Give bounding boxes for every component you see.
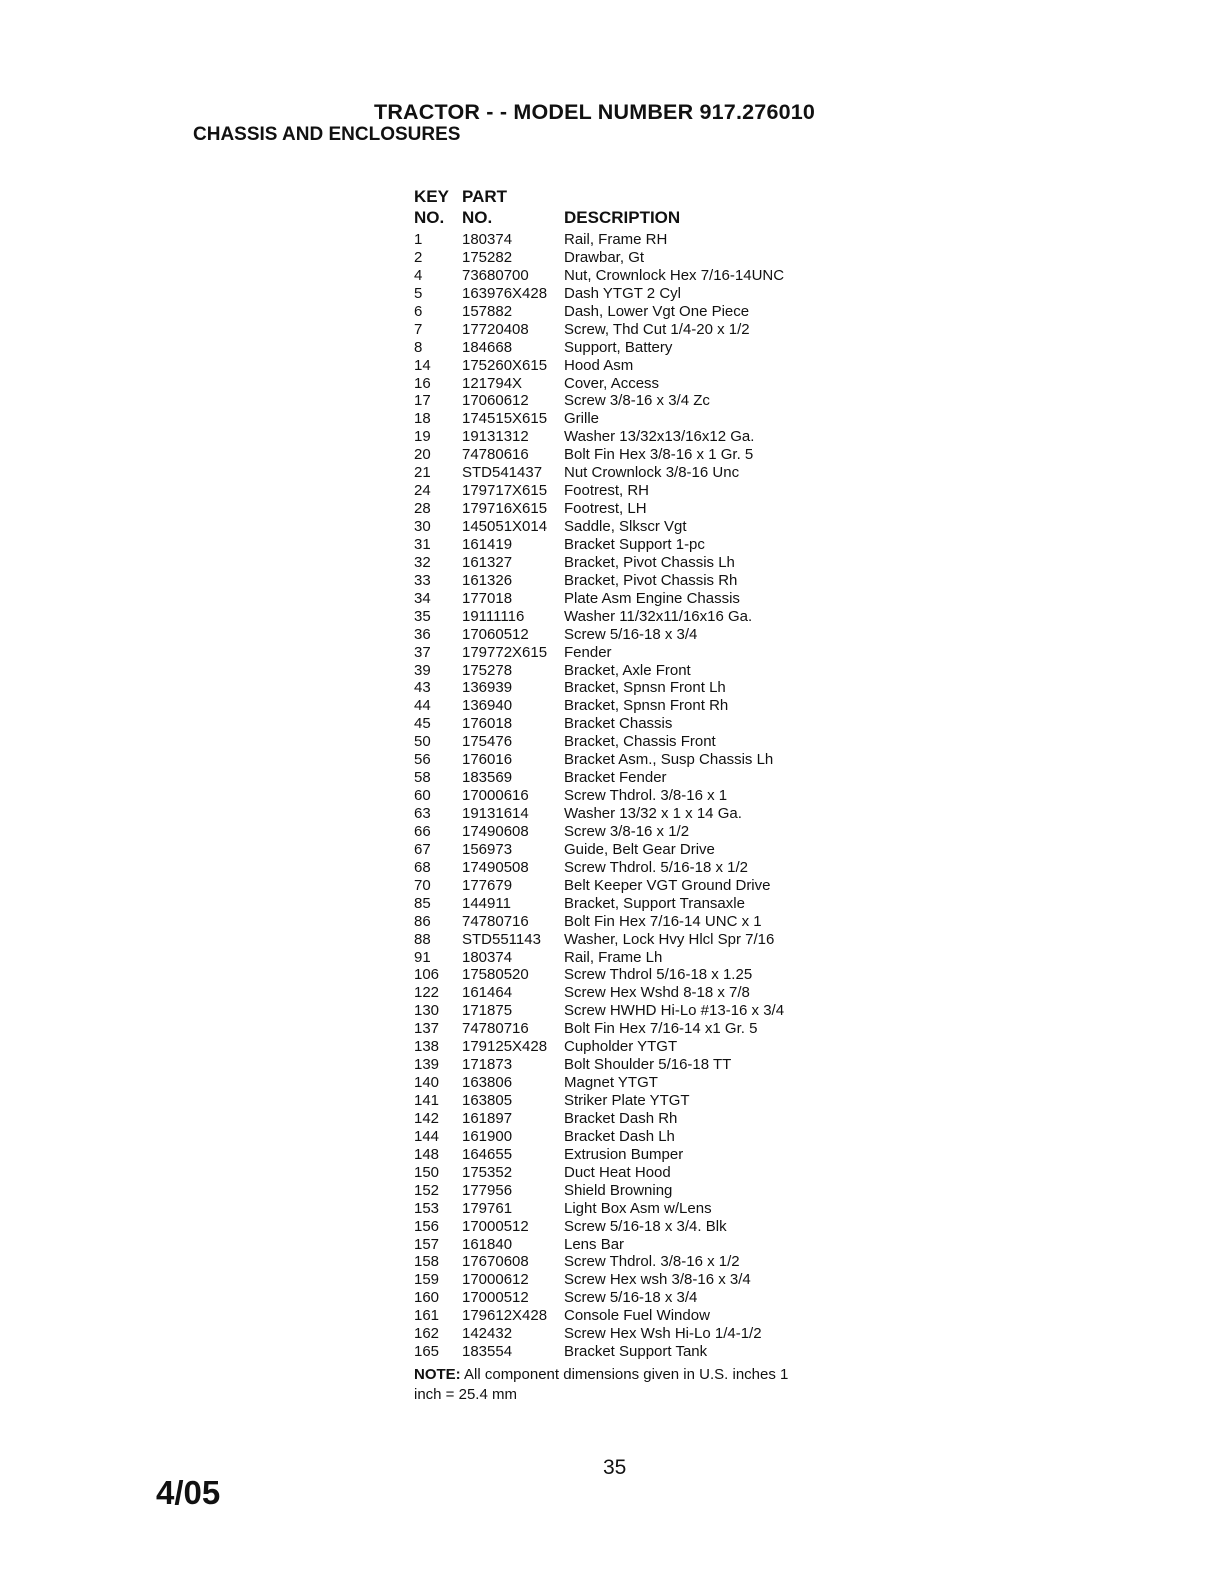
key-no-cell: 56	[414, 751, 431, 769]
description-cell: Console Fuel Window	[564, 1307, 710, 1325]
part-no-cell: 144911	[462, 894, 511, 912]
table-row	[414, 1236, 834, 1254]
description-cell: Screw Thdrol 5/16-18 x 1.25	[564, 966, 753, 984]
part-no-cell: 163976X428	[462, 284, 548, 302]
description-cell: Bolt Fin Hex 7/16-14 x1 Gr. 5	[564, 1020, 758, 1038]
table-row	[414, 608, 834, 626]
table-row	[414, 1146, 834, 1164]
page-number: 35	[603, 1456, 627, 1479]
key-no-cell: 152	[414, 1181, 440, 1199]
table-row	[414, 500, 834, 518]
key-no-cell: 63	[414, 805, 431, 822]
key-no-cell: 5	[414, 284, 423, 302]
table-row	[414, 1200, 834, 1218]
key-no-cell: 31	[414, 535, 431, 553]
table-row	[414, 375, 834, 393]
table-row	[414, 410, 834, 428]
part-no-cell: 157882	[462, 302, 513, 320]
table-row	[414, 482, 834, 500]
part-no-cell: 17060612	[462, 392, 529, 410]
table-row	[414, 679, 834, 697]
description-cell: Rail, Frame RH	[564, 231, 668, 248]
part-no-cell: 136939	[462, 679, 513, 697]
part-no-cell: 179716X615	[462, 500, 548, 518]
date-code: 4/05	[156, 1474, 221, 1511]
part-no-cell: 17000612	[462, 1271, 529, 1289]
key-no-cell: 20	[414, 446, 431, 464]
key-no-cell: 34	[414, 589, 431, 607]
part-no-cell: 73680700	[462, 266, 529, 284]
description-cell: Magnet YTGT	[564, 1074, 658, 1092]
key-no-cell: 17	[414, 392, 431, 410]
part-no-cell: 175278	[462, 661, 513, 679]
description-cell: Bracket Chassis	[564, 715, 673, 733]
part-no-cell: 74780716	[462, 912, 529, 930]
description-cell: Screw Hex wsh 3/8-16 x 3/4	[564, 1271, 751, 1289]
key-no-cell: 137	[414, 1020, 440, 1038]
part-no-cell: 174515X615	[462, 410, 548, 428]
table-row	[414, 1110, 834, 1128]
key-no-cell: 106	[414, 966, 440, 984]
key-no-cell: 1	[414, 231, 423, 248]
part-no-cell: 17000616	[462, 787, 529, 805]
description-cell: Grille	[564, 410, 600, 428]
key-no-cell: 88	[414, 930, 431, 948]
table-row	[414, 1343, 834, 1361]
key-no-cell: 7	[414, 320, 423, 338]
key-no-cell: 140	[414, 1074, 440, 1092]
description-cell: Bracket, Spnsn Front Rh	[564, 697, 729, 715]
table-row	[414, 1289, 834, 1307]
description-cell: Bracket Support 1-pc	[564, 535, 705, 553]
table-row	[414, 357, 834, 375]
part-no-cell: 177018	[462, 589, 513, 607]
description-cell: Screw 3/8-16 x 3/4 Zc	[564, 392, 710, 410]
key-no-cell: 153	[414, 1199, 440, 1217]
description-cell: Bracket, Pivot Chassis Lh	[564, 553, 735, 571]
key-no-cell: 158	[414, 1253, 440, 1271]
header-part-line2: NO.	[462, 208, 493, 227]
key-no-cell: 162	[414, 1325, 440, 1343]
part-no-cell: 176018	[462, 715, 513, 733]
part-no-cell: 142432	[462, 1325, 513, 1343]
part-no-cell: 175282	[462, 248, 513, 266]
table-row	[414, 626, 834, 644]
description-cell: Dash YTGT 2 Cyl	[564, 284, 681, 302]
part-no-cell: 17720408	[462, 320, 529, 338]
part-no-cell: 180374	[462, 231, 513, 248]
table-row	[414, 966, 834, 984]
table-row	[414, 1325, 834, 1343]
key-no-cell: 86	[414, 912, 431, 930]
description-cell: Washer, Lock Hvy Hlcl Spr 7/16	[564, 930, 775, 948]
description-cell: Plate Asm Engine Chassis	[564, 589, 740, 607]
header-description: DESCRIPTION	[564, 208, 681, 227]
key-no-cell: 37	[414, 643, 431, 661]
description-cell: Nut Crownlock 3/8-16 Unc	[564, 464, 740, 482]
table-row	[414, 1253, 834, 1271]
key-no-cell: 150	[414, 1163, 440, 1181]
description-cell: Shield Browning	[564, 1181, 673, 1199]
description-cell: Rail, Frame Lh	[564, 948, 663, 966]
key-no-cell: 157	[414, 1235, 440, 1253]
table-row	[414, 536, 834, 554]
key-no-cell: 142	[414, 1109, 440, 1127]
header-key-line2: NO.	[414, 208, 445, 227]
part-no-cell: 19131312	[462, 428, 529, 446]
key-no-cell: 44	[414, 697, 431, 715]
part-no-cell: STD551143	[462, 930, 541, 948]
part-no-cell: 19131614	[462, 805, 529, 822]
table-row	[414, 1002, 834, 1020]
table-row	[414, 339, 834, 357]
table-row	[414, 1092, 834, 1110]
table-row	[414, 913, 834, 931]
description-cell: Bracket, Chassis Front	[564, 733, 716, 751]
part-no-cell: 17490608	[462, 822, 529, 840]
key-no-cell: 19	[414, 428, 431, 446]
description-cell: Bracket, Axle Front	[564, 661, 691, 679]
description-cell: Bracket Fender	[564, 769, 667, 787]
table-row	[414, 249, 834, 267]
part-no-cell: 177679	[462, 876, 513, 894]
part-no-cell: 121794X	[462, 374, 523, 392]
key-no-cell: 21	[414, 464, 431, 482]
description-cell: Bracket, Spnsn Front Lh	[564, 679, 726, 697]
description-cell: Bolt Fin Hex 3/8-16 x 1 Gr. 5	[564, 446, 754, 464]
header-key-line1: KEY	[414, 187, 449, 206]
table-row	[414, 823, 834, 841]
description-cell: Cupholder YTGT	[564, 1038, 678, 1056]
part-no-cell: 163806	[462, 1074, 513, 1092]
key-no-cell: 161	[414, 1307, 440, 1325]
description-cell: Washer 13/32 x 1 x 14 Ga.	[564, 805, 742, 822]
table-row	[414, 1307, 834, 1325]
key-no-cell: 66	[414, 822, 431, 840]
part-no-cell: 161327	[462, 553, 513, 571]
part-no-cell: 74780716	[462, 1020, 529, 1038]
key-no-cell: 43	[414, 679, 431, 697]
table-row	[414, 1182, 834, 1200]
part-no-cell: 19111116	[462, 607, 525, 625]
part-no-cell: 17000512	[462, 1217, 529, 1235]
part-no-cell: 171875	[462, 1002, 513, 1020]
key-no-cell: 165	[414, 1343, 440, 1361]
key-no-cell: 14	[414, 356, 431, 374]
key-no-cell: 85	[414, 894, 431, 912]
key-no-cell: 144	[414, 1127, 440, 1145]
table-row	[414, 554, 834, 572]
table-row	[414, 303, 834, 321]
table-row	[414, 931, 834, 949]
header-part-line1: PART	[462, 187, 508, 206]
table-row	[414, 1038, 834, 1056]
table-row	[414, 787, 834, 805]
table-row	[414, 321, 834, 339]
part-no-cell: 17000512	[462, 1289, 529, 1307]
description-cell: Saddle, Slkscr Vgt	[564, 518, 687, 535]
key-no-cell: 18	[414, 410, 431, 428]
description-cell: Bolt Shoulder 5/16-18 TT	[564, 1056, 732, 1074]
part-no-cell: 180374	[462, 948, 513, 966]
description-cell: Washer 13/32x13/16x12 Ga.	[564, 428, 755, 446]
part-no-cell: 179761	[462, 1199, 513, 1217]
key-no-cell: 30	[414, 518, 431, 535]
part-no-cell: 74780616	[462, 446, 529, 464]
description-cell: Screw Hex Wshd 8-18 x 7/8	[564, 984, 750, 1002]
key-no-cell: 24	[414, 482, 431, 500]
table-row	[414, 464, 834, 482]
part-no-cell: 156973	[462, 840, 513, 858]
key-no-cell: 50	[414, 733, 431, 751]
description-cell: Screw Thdrol. 5/16-18 x 1/2	[564, 858, 748, 876]
table-row	[414, 1056, 834, 1074]
note-text: All component dimensions given in U.S. inches 1 inch = 25.4 mm	[414, 1366, 789, 1404]
table-row	[414, 805, 834, 823]
part-no-cell: 145051X014	[462, 518, 548, 535]
description-cell: Bracket, Support Transaxle	[564, 894, 745, 912]
key-no-cell: 67	[414, 840, 431, 858]
table-body	[414, 231, 834, 1361]
key-no-cell: 160	[414, 1289, 440, 1307]
key-no-cell: 2	[414, 248, 423, 266]
key-no-cell: 39	[414, 661, 431, 679]
part-no-cell: 171873	[462, 1056, 513, 1074]
part-no-cell: 161464	[462, 984, 513, 1002]
description-cell: Screw Hex Wsh Hi-Lo 1/4-1/2	[564, 1325, 762, 1343]
key-no-cell: 4	[414, 266, 423, 284]
table-row	[414, 285, 834, 303]
part-no-cell: 179772X615	[462, 643, 548, 661]
description-cell: Screw, Thd Cut 1/4-20 x 1/2	[564, 320, 750, 338]
key-no-cell: 60	[414, 787, 431, 805]
key-no-cell: 130	[414, 1002, 440, 1020]
part-no-cell: 161897	[462, 1109, 513, 1127]
description-cell: Extrusion Bumper	[564, 1145, 684, 1163]
part-no-cell: 179717X615	[462, 482, 548, 500]
key-no-cell: 159	[414, 1271, 440, 1289]
table-row	[414, 984, 834, 1002]
part-no-cell: 164655	[462, 1145, 513, 1163]
key-no-cell: 16	[414, 374, 431, 392]
table-row	[414, 751, 834, 769]
table-row	[414, 590, 834, 608]
table-row	[414, 428, 834, 446]
part-no-cell: 163805	[462, 1092, 513, 1109]
description-cell: Footrest, LH	[564, 500, 647, 518]
table-row	[414, 895, 834, 913]
description-cell: Hood Asm	[564, 356, 634, 374]
part-no-cell: 175476	[462, 733, 513, 751]
key-no-cell: 141	[414, 1092, 440, 1109]
key-no-cell: 91	[414, 948, 431, 966]
part-no-cell: 179612X428	[462, 1307, 548, 1325]
table-row	[414, 518, 834, 536]
key-no-cell: 45	[414, 715, 431, 733]
part-no-cell: 17580520	[462, 966, 529, 984]
part-no-cell: 184668	[462, 338, 513, 356]
description-cell: Screw 5/16-18 x 3/4	[564, 625, 698, 643]
table-row	[414, 1074, 834, 1092]
part-no-cell: 161419	[462, 535, 513, 553]
key-no-cell: 35	[414, 607, 431, 625]
description-cell: Bracket, Pivot Chassis Rh	[564, 571, 738, 589]
table-row	[414, 859, 834, 877]
parts-table	[414, 187, 834, 1405]
description-cell: Striker Plate YTGT	[564, 1092, 690, 1109]
description-cell: Support, Battery	[564, 338, 673, 356]
table-row	[414, 1271, 834, 1289]
description-cell: Nut, Crownlock Hex 7/16-14UNC	[564, 266, 785, 284]
section-title: CHASSIS AND ENCLOSURES	[193, 124, 461, 145]
part-no-cell: 17490508	[462, 858, 529, 876]
key-no-cell: 58	[414, 769, 431, 787]
table-row	[414, 267, 834, 285]
table-row	[414, 1164, 834, 1182]
note-label: NOTE:	[414, 1366, 461, 1384]
key-no-cell: 32	[414, 553, 431, 571]
part-no-cell: 161840	[462, 1235, 513, 1253]
description-cell: Bracket Dash Rh	[564, 1109, 678, 1127]
part-no-cell: 175260X615	[462, 356, 548, 374]
key-no-cell: 28	[414, 500, 431, 518]
key-no-cell: 33	[414, 571, 431, 589]
part-no-cell: 17060512	[462, 625, 529, 643]
part-no-cell: 17670608	[462, 1253, 529, 1271]
table-row	[414, 1218, 834, 1236]
description-cell: Washer 11/32x11/16x16 Ga.	[564, 607, 753, 625]
table-row	[414, 662, 834, 680]
table-row	[414, 877, 834, 895]
dimension-note	[414, 1365, 794, 1405]
key-no-cell: 122	[414, 984, 440, 1002]
key-no-cell: 139	[414, 1056, 440, 1074]
description-cell: Screw 5/16-18 x 3/4	[564, 1289, 698, 1307]
description-cell: Drawbar, Gt	[564, 248, 645, 266]
part-no-cell: 183554	[462, 1343, 513, 1361]
table-row	[414, 949, 834, 967]
part-no-cell: 175352	[462, 1163, 513, 1181]
description-cell: Screw Thdrol. 3/8-16 x 1	[564, 787, 728, 805]
table-row	[414, 715, 834, 733]
description-cell: Fender	[564, 643, 612, 661]
description-cell: Duct Heat Hood	[564, 1163, 671, 1181]
description-cell: Bolt Fin Hex 7/16-14 UNC x 1	[564, 912, 762, 930]
description-cell: Guide, Belt Gear Drive	[564, 840, 715, 858]
part-no-cell: 183569	[462, 769, 513, 787]
key-no-cell: 6	[414, 302, 423, 320]
part-no-cell: 161326	[462, 571, 513, 589]
description-cell: Bracket Asm., Susp Chassis Lh	[564, 751, 774, 769]
description-cell: Screw 5/16-18 x 3/4. Blk	[564, 1217, 727, 1235]
description-cell: Screw HWHD Hi-Lo #13-16 x 3/4	[564, 1002, 785, 1020]
description-cell: Light Box Asm w/Lens	[564, 1199, 712, 1217]
key-no-cell: 8	[414, 338, 423, 356]
description-cell: Footrest, RH	[564, 482, 650, 500]
key-no-cell: 70	[414, 876, 431, 894]
key-no-cell: 138	[414, 1038, 440, 1056]
key-no-cell: 148	[414, 1145, 440, 1163]
table-row	[414, 769, 834, 787]
table-row	[414, 1020, 834, 1038]
description-cell: Screw Thdrol. 3/8-16 x 1/2	[564, 1253, 740, 1271]
description-cell: Cover, Access	[564, 374, 660, 392]
table-row	[414, 733, 834, 751]
table-row	[414, 446, 834, 464]
part-no-cell: 177956	[462, 1181, 513, 1199]
part-no-cell: 161900	[462, 1127, 513, 1145]
key-no-cell: 156	[414, 1217, 440, 1235]
key-no-cell: 68	[414, 858, 431, 876]
part-no-cell: 179125X428	[462, 1038, 548, 1056]
table-row	[414, 841, 834, 859]
part-no-cell: 136940	[462, 697, 513, 715]
table-row	[414, 572, 834, 590]
description-cell: Belt Keeper VGT Ground Drive	[564, 876, 771, 894]
table-row	[414, 697, 834, 715]
table-header	[414, 187, 834, 231]
table-row	[414, 392, 834, 410]
description-cell: Bracket Support Tank	[564, 1343, 708, 1361]
description-cell: Dash, Lower Vgt One Piece	[564, 302, 750, 320]
table-row	[414, 1128, 834, 1146]
description-cell: Screw 3/8-16 x 1/2	[564, 822, 690, 840]
table-row	[414, 644, 834, 662]
description-cell: Lens Bar	[564, 1235, 625, 1253]
key-no-cell: 36	[414, 625, 431, 643]
part-no-cell: STD541437	[462, 464, 543, 482]
page-title: TRACTOR - - MODEL NUMBER 917.276010	[374, 100, 816, 124]
description-cell: Bracket Dash Lh	[564, 1127, 675, 1145]
table-row	[414, 231, 834, 249]
part-no-cell: 176016	[462, 751, 513, 769]
